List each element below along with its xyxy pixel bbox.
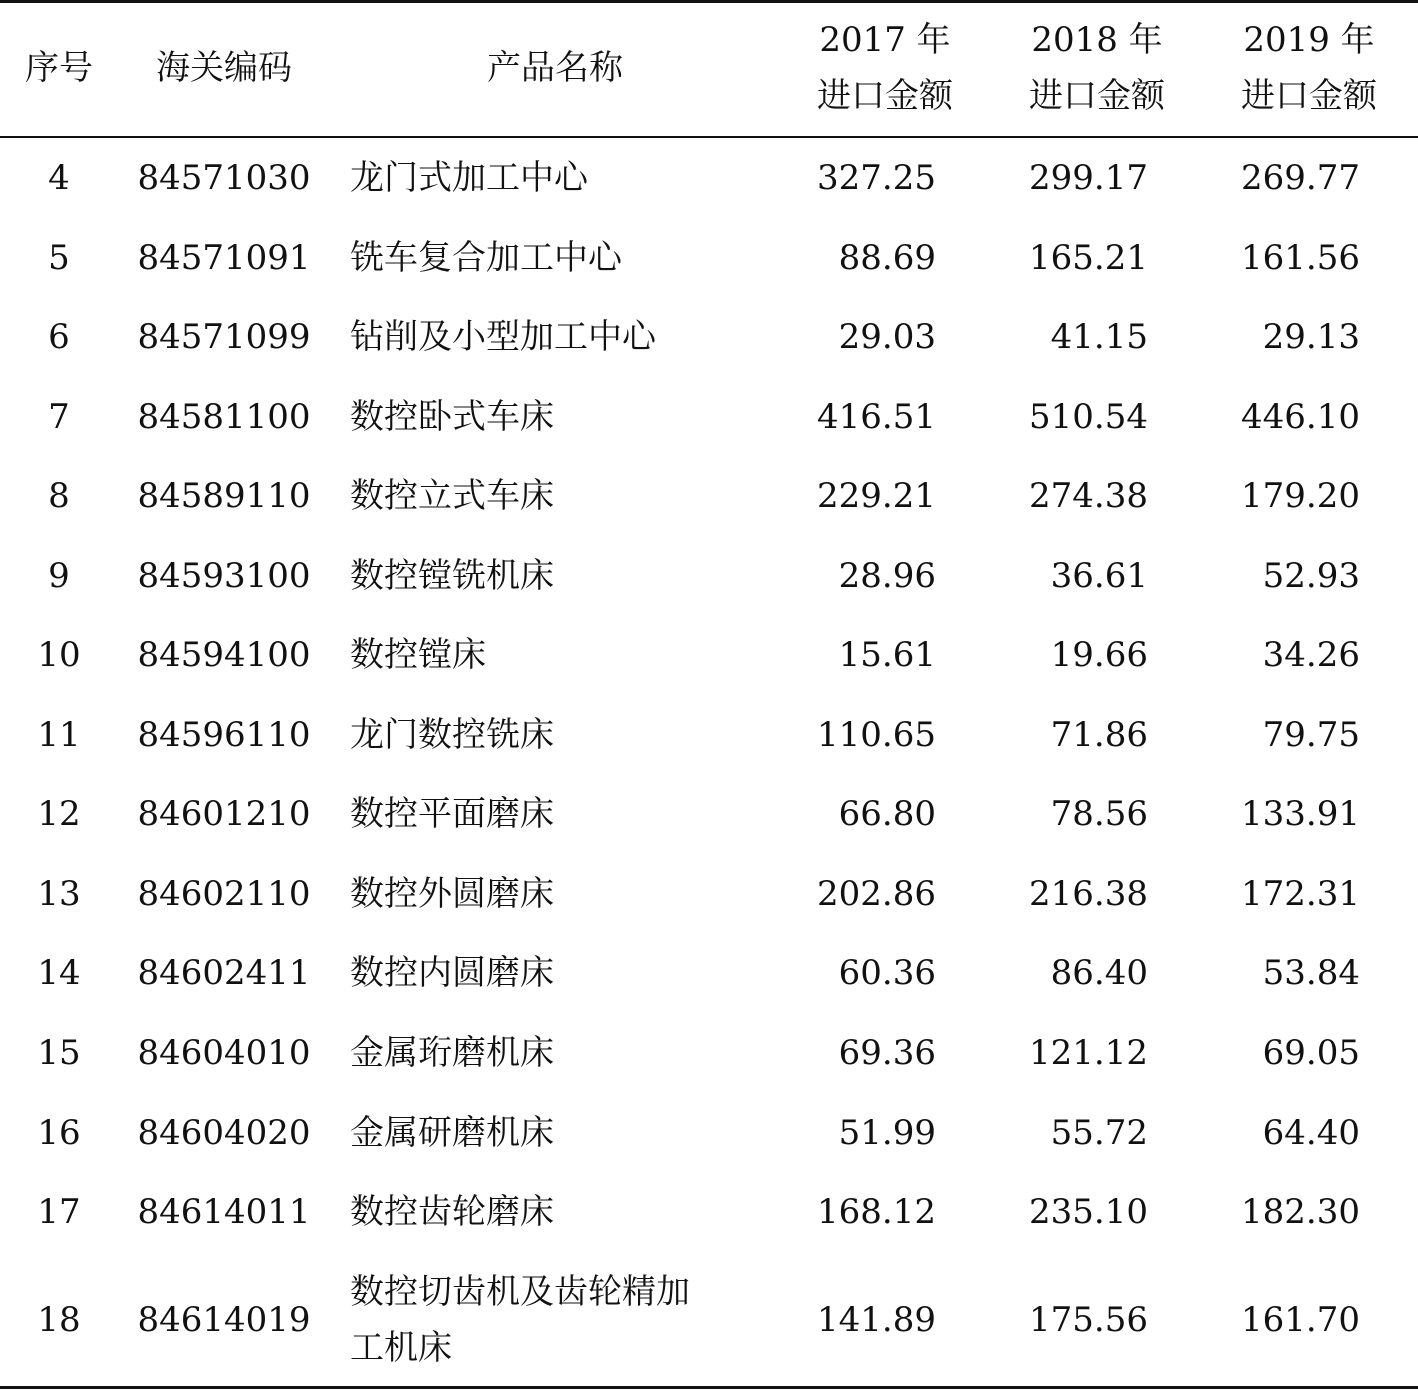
row-2019: 161.56 (1241, 238, 1360, 278)
header-2019-label: 进口金额 (1241, 76, 1377, 116)
row-code: 84571030 (137, 158, 311, 198)
row-2017: 202.86 (817, 874, 936, 914)
table-row (0, 615, 1418, 695)
header-name: 产品名称 (487, 48, 623, 88)
row-code: 84593100 (137, 556, 311, 596)
row-2019: 161.70 (1241, 1300, 1360, 1340)
row-2018: 36.61 (1050, 556, 1148, 596)
row-code: 84581100 (137, 397, 311, 437)
row-code: 84571099 (137, 317, 311, 357)
header-2017 (780, 0, 990, 136)
row-idx: 16 (37, 1113, 81, 1153)
header-2017-label: 进口金额 (817, 76, 953, 116)
row-name: 钻削及小型加工中心 (350, 317, 656, 357)
row-2017: 60.36 (838, 953, 936, 993)
row-code: 84571091 (137, 238, 311, 278)
row-2017: 229.21 (817, 476, 936, 516)
row-name: 金属研磨机床 (350, 1113, 554, 1153)
table-row (0, 1013, 1418, 1093)
row-idx: 18 (37, 1300, 81, 1340)
row-2019: 52.93 (1262, 556, 1360, 596)
row-2019: 133.91 (1241, 794, 1360, 834)
header-idx: 序号 (25, 48, 93, 88)
header-code: 海关编码 (156, 48, 292, 88)
row-2017: 327.25 (817, 158, 936, 198)
table-row (0, 695, 1418, 775)
header-2019-year: 2019 年 (1243, 20, 1375, 60)
row-2018: 274.38 (1029, 476, 1148, 516)
row-code: 84589110 (137, 476, 311, 516)
row-2017: 141.89 (817, 1300, 936, 1340)
row-name: 数控卧式车床 (350, 397, 554, 437)
row-2017: 66.80 (838, 794, 936, 834)
table-row (0, 774, 1418, 854)
header-2017-year: 2017 年 (819, 20, 951, 60)
row-idx: 13 (37, 874, 81, 914)
table-row (0, 1172, 1418, 1252)
row-name: 龙门式加工中心 (350, 158, 588, 198)
row-idx: 4 (48, 158, 70, 198)
row-idx: 11 (37, 715, 81, 755)
header-2019 (1204, 0, 1414, 136)
table-bottom-rule (0, 1386, 1418, 1389)
row-2019: 29.13 (1262, 317, 1360, 357)
row-2018: 19.66 (1050, 635, 1148, 675)
row-2017: 110.65 (817, 715, 936, 755)
row-name: 数控平面磨床 (350, 794, 554, 834)
row-2018: 86.40 (1050, 953, 1148, 993)
row-code: 84614019 (137, 1300, 311, 1340)
row-2018: 41.15 (1050, 317, 1148, 357)
row-idx: 15 (37, 1033, 81, 1073)
row-2017: 29.03 (838, 317, 936, 357)
table-row (0, 297, 1418, 377)
row-2018: 510.54 (1029, 397, 1148, 437)
header-2018 (992, 0, 1202, 136)
row-2018: 175.56 (1029, 1300, 1148, 1340)
row-idx: 12 (37, 794, 81, 834)
table-row (0, 456, 1418, 536)
row-2017: 51.99 (838, 1113, 936, 1153)
table-row (0, 933, 1418, 1013)
row-2018: 165.21 (1029, 238, 1148, 278)
row-2017: 15.61 (838, 635, 936, 675)
table-row (0, 218, 1418, 298)
row-2019: 269.77 (1241, 158, 1360, 198)
row-2019: 179.20 (1241, 476, 1360, 516)
row-idx: 8 (48, 476, 70, 516)
row-idx: 9 (48, 556, 70, 596)
row-idx: 5 (48, 238, 70, 278)
row-name: 数控立式车床 (350, 476, 554, 516)
row-2017: 416.51 (817, 397, 936, 437)
row-2018: 235.10 (1029, 1192, 1148, 1232)
row-code: 84602411 (137, 953, 311, 993)
header-2018-year: 2018 年 (1031, 20, 1163, 60)
row-code: 84614011 (137, 1192, 311, 1232)
row-idx: 6 (48, 317, 70, 357)
row-2019: 172.31 (1241, 874, 1360, 914)
row-name: 数控齿轮磨床 (350, 1192, 554, 1232)
row-idx: 14 (37, 953, 81, 993)
row-name-line2: 工机床 (350, 1328, 452, 1368)
row-2018: 55.72 (1050, 1113, 1148, 1153)
row-name: 金属珩磨机床 (350, 1033, 554, 1073)
row-2019: 53.84 (1262, 953, 1360, 993)
row-name: 数控镗铣机床 (350, 556, 554, 596)
row-name-line1: 数控切齿机及齿轮精加 (350, 1272, 690, 1312)
row-2019: 79.75 (1262, 715, 1360, 755)
row-code: 84602110 (137, 874, 311, 914)
row-2019: 69.05 (1262, 1033, 1360, 1073)
row-2018: 71.86 (1050, 715, 1148, 755)
table-row (0, 1258, 1418, 1382)
row-name: 龙门数控铣床 (350, 715, 554, 755)
row-name: 数控外圆磨床 (350, 874, 554, 914)
row-2018: 121.12 (1029, 1033, 1148, 1073)
row-idx: 17 (37, 1192, 81, 1232)
row-2018: 216.38 (1029, 874, 1148, 914)
row-code: 84601210 (137, 794, 311, 834)
row-name: 数控内圆磨床 (350, 953, 554, 993)
row-code: 84604010 (137, 1033, 311, 1073)
table-row (0, 854, 1418, 934)
table-header (0, 0, 1418, 136)
row-2019: 34.26 (1262, 635, 1360, 675)
row-code: 84604020 (137, 1113, 311, 1153)
row-2017: 69.36 (838, 1033, 936, 1073)
row-idx: 7 (48, 397, 70, 437)
row-2019: 182.30 (1241, 1192, 1360, 1232)
row-2019: 446.10 (1241, 397, 1360, 437)
row-2017: 28.96 (838, 556, 936, 596)
row-idx: 10 (37, 635, 81, 675)
row-name (350, 1258, 770, 1382)
header-2018-label: 进口金额 (1029, 76, 1165, 116)
table-row (0, 377, 1418, 457)
row-2017: 168.12 (817, 1192, 936, 1232)
table-row (0, 138, 1418, 218)
row-2018: 78.56 (1050, 794, 1148, 834)
table-row (0, 536, 1418, 616)
row-code: 84596110 (137, 715, 311, 755)
row-2019: 64.40 (1262, 1113, 1360, 1153)
row-2018: 299.17 (1029, 158, 1148, 198)
row-2017: 88.69 (838, 238, 936, 278)
row-name: 铣车复合加工中心 (350, 238, 622, 278)
table-row (0, 1093, 1418, 1173)
row-name: 数控镗床 (350, 635, 486, 675)
row-code: 84594100 (137, 635, 311, 675)
